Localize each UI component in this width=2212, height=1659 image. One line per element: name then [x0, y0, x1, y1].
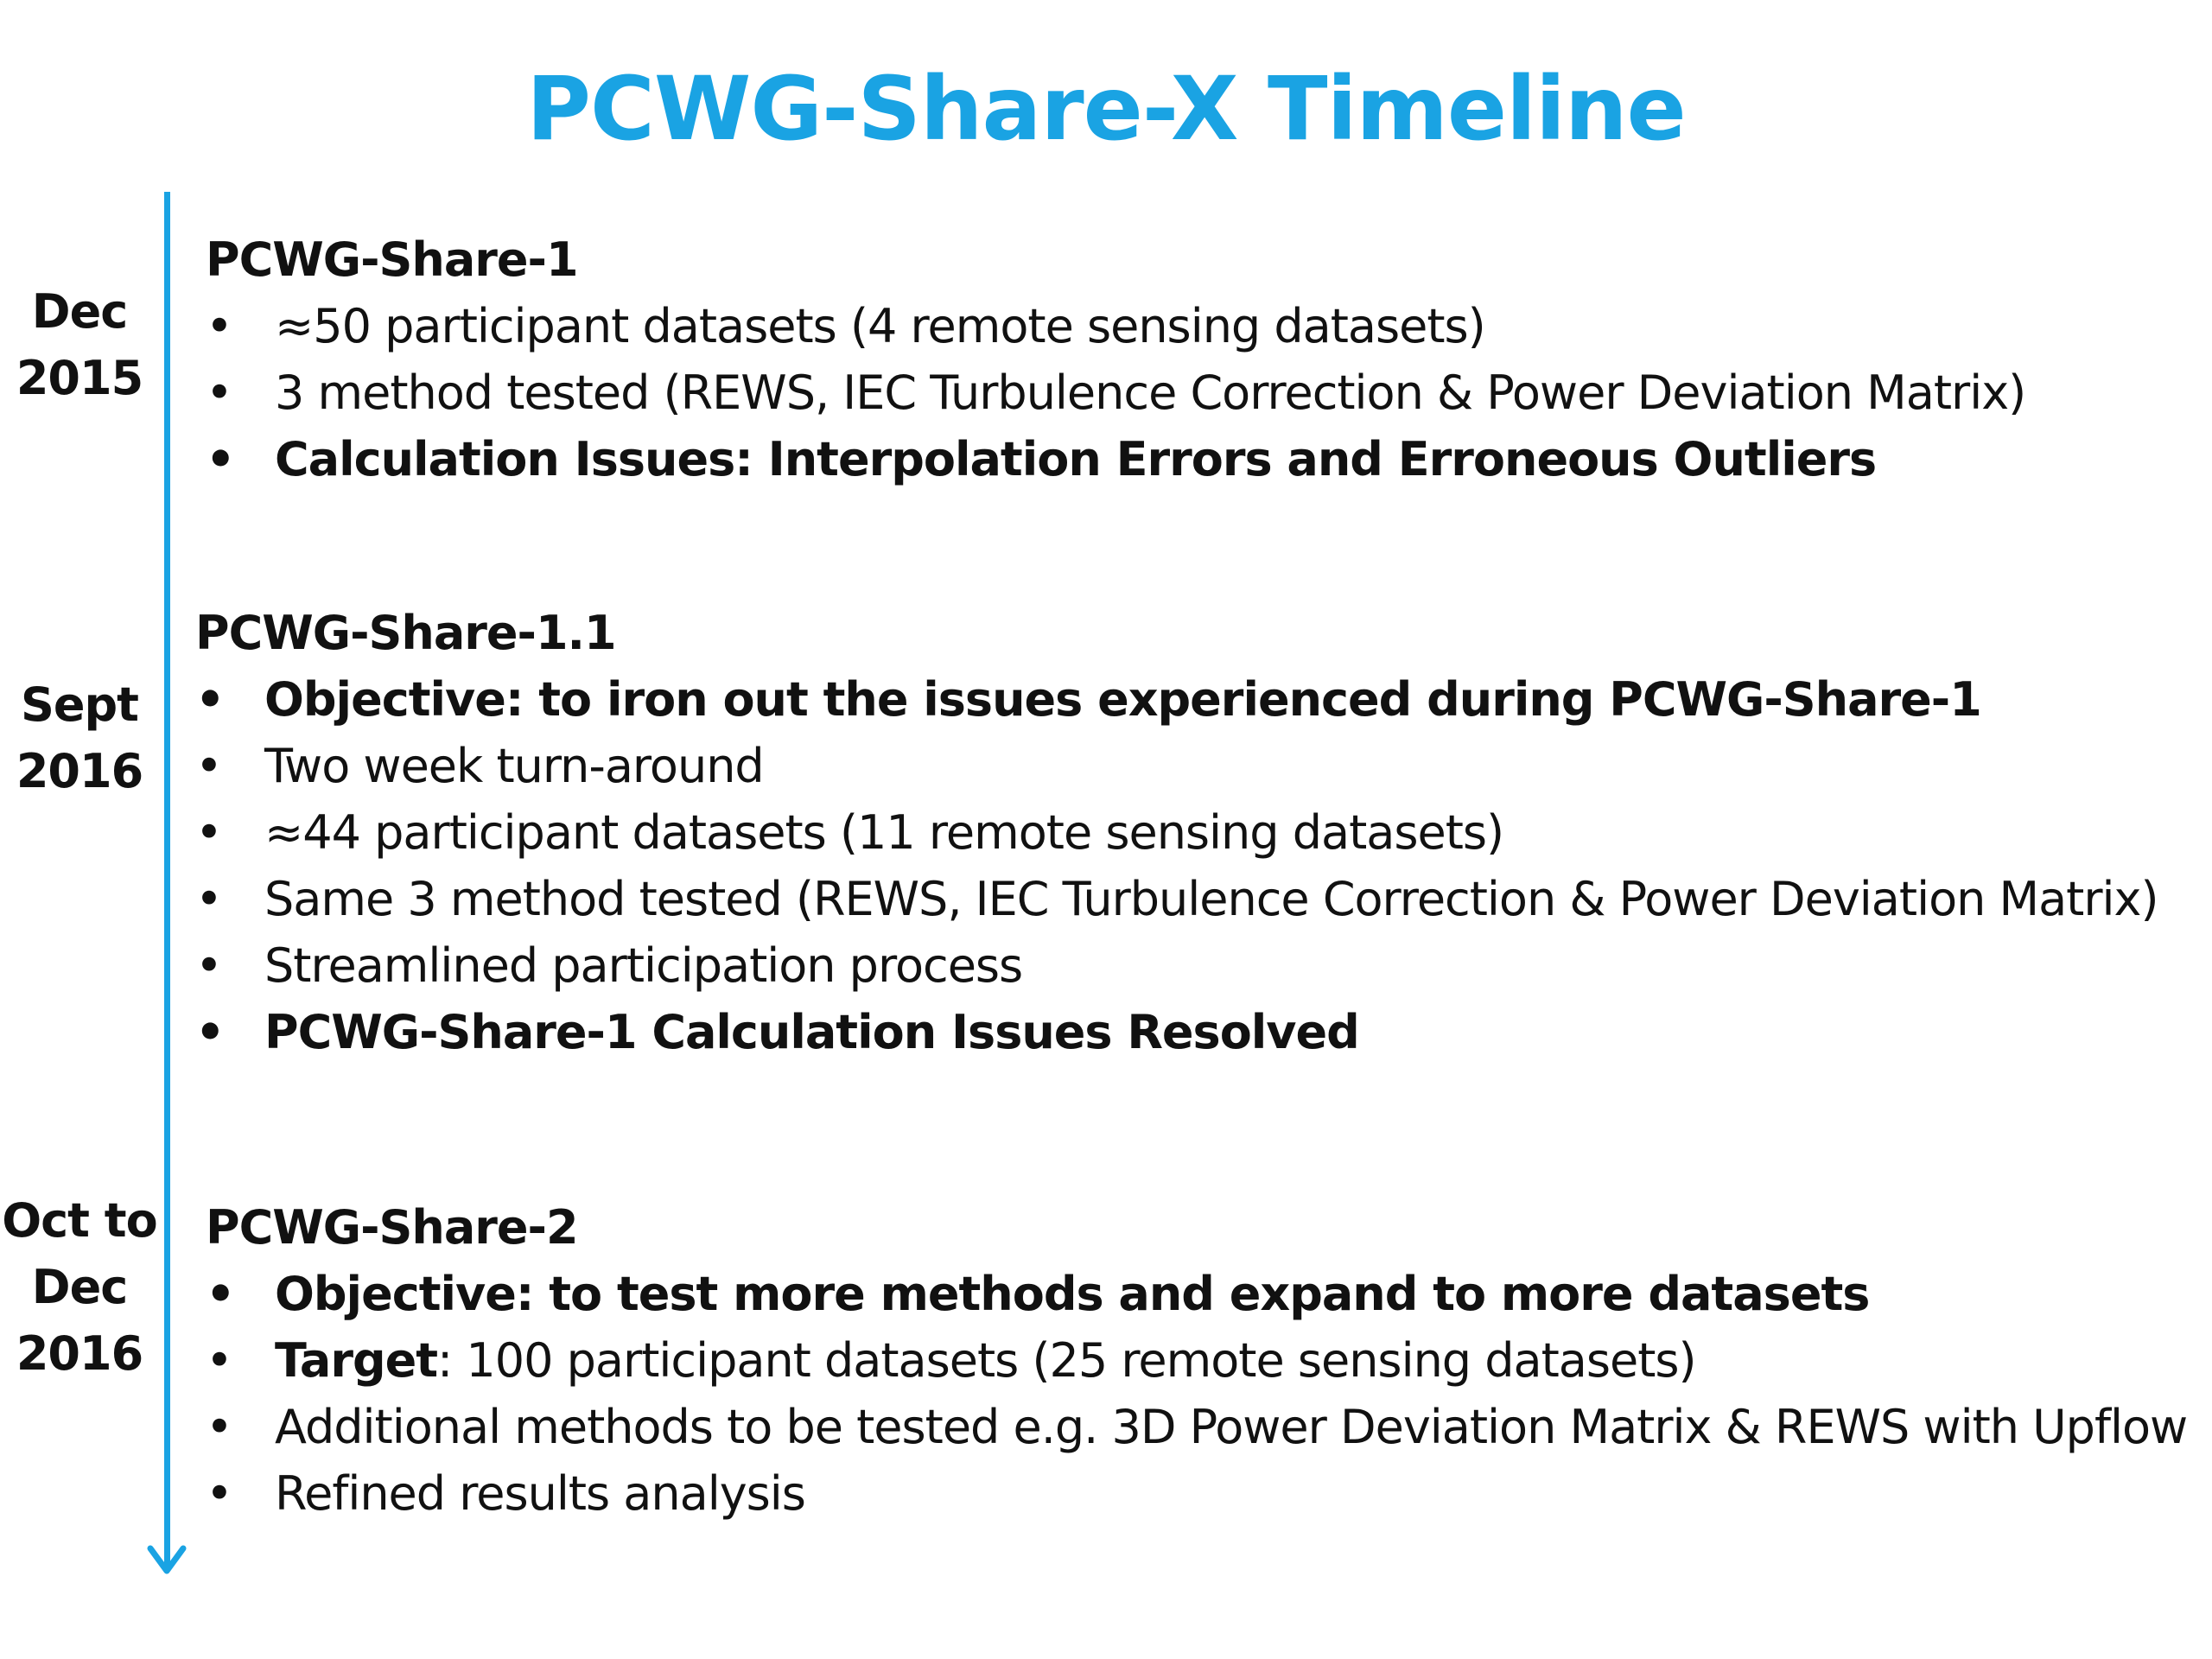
- bullet-icon: •: [195, 1005, 225, 1059]
- list-item-text: Refined results analysis: [275, 1466, 805, 1521]
- bullet-icon: •: [206, 1267, 235, 1321]
- list-item: [206, 1327, 2187, 1394]
- timeline-arrow-icon: [145, 1545, 188, 1576]
- list-item-text: Additional methods to be tested e.g. 3D Power Deviation Matrix & REWS with Upflow: [275, 1400, 2188, 1454]
- bullet-icon: •: [206, 1466, 232, 1521]
- date-label-1: [0, 278, 159, 411]
- list-item-text: Same 3 method tested (REWS, IEC Turbulence Correction & Power Deviation Matrix): [264, 872, 2158, 926]
- page-title: PCWG-Share-X Timeline: [526, 58, 1686, 161]
- bullet-icon: •: [206, 1333, 232, 1388]
- bullet-icon: •: [206, 365, 232, 420]
- list-item-text: 3 method tested (REWS, IEC Turbulence Correction & Power Deviation Matrix): [275, 365, 2026, 420]
- list-item: [206, 293, 2025, 359]
- list-item: [195, 666, 2158, 733]
- list-item: [206, 1394, 2187, 1460]
- list-item-text: Streamlined participation process: [264, 938, 1023, 993]
- date-label-2: [0, 671, 159, 804]
- section-pcwg-share-2: [206, 1194, 2187, 1527]
- list-item-text: Objective: to test more methods and expand to more datasets: [275, 1267, 1870, 1321]
- list-item-text: Calculation Issues: Interpolation Errors and Erroneous Outliers: [275, 432, 1877, 486]
- section-heading: PCWG-Share-2: [206, 1200, 578, 1255]
- date-line: Sept: [21, 677, 138, 732]
- list-item: [195, 999, 2158, 1065]
- bullet-icon: •: [206, 1400, 232, 1454]
- list-item: [195, 733, 2158, 799]
- list-item: [195, 932, 2158, 999]
- list-item: [206, 1261, 2187, 1327]
- date-line: Dec: [31, 1260, 128, 1314]
- date-line: 2016: [16, 1326, 143, 1381]
- bullet-icon: •: [206, 432, 235, 486]
- section-pcwg-share-1-1: [195, 600, 2158, 1065]
- list-item-text: ≈50 participant datasets (4 remote sensing datasets): [275, 299, 1485, 353]
- bullet-icon: •: [206, 299, 232, 353]
- list-item-text: PCWG-Share-1 Calculation Issues Resolved: [264, 1005, 1359, 1059]
- date-label-3: [0, 1187, 159, 1387]
- list-item-text: Objective: to iron out the issues experienced during PCWG-Share-1: [264, 672, 1981, 727]
- bullet-icon: •: [195, 739, 222, 793]
- list-item-text: Two week turn-around: [264, 739, 764, 793]
- list-item: [195, 799, 2158, 866]
- list-item: [206, 359, 2025, 426]
- date-line: Oct to: [2, 1193, 157, 1248]
- bullet-icon: •: [195, 805, 222, 860]
- date-line: 2016: [16, 744, 143, 798]
- timeline-line: [164, 192, 170, 1566]
- bullet-list: [206, 293, 2025, 493]
- bullet-icon: •: [195, 872, 222, 926]
- bullet-icon: •: [195, 672, 225, 727]
- section-heading: PCWG-Share-1.1: [195, 606, 616, 660]
- date-line: Dec: [31, 284, 128, 339]
- list-item: [206, 1460, 2187, 1527]
- bullet-list: [206, 1261, 2187, 1527]
- bullet-list: [195, 666, 2158, 1065]
- section-heading: PCWG-Share-1: [206, 232, 578, 287]
- date-line: 2015: [16, 351, 143, 405]
- list-item: [195, 866, 2158, 932]
- bullet-icon: •: [195, 938, 222, 993]
- list-item: [206, 426, 2025, 493]
- section-pcwg-share-1: [206, 226, 2025, 493]
- list-item-text: ≈44 participant datasets (11 remote sensing datasets): [264, 805, 1504, 860]
- list-item-text: : 100 participant datasets (25 remote sensing datasets): [437, 1333, 1696, 1388]
- list-item-prefix: Target: [275, 1333, 438, 1388]
